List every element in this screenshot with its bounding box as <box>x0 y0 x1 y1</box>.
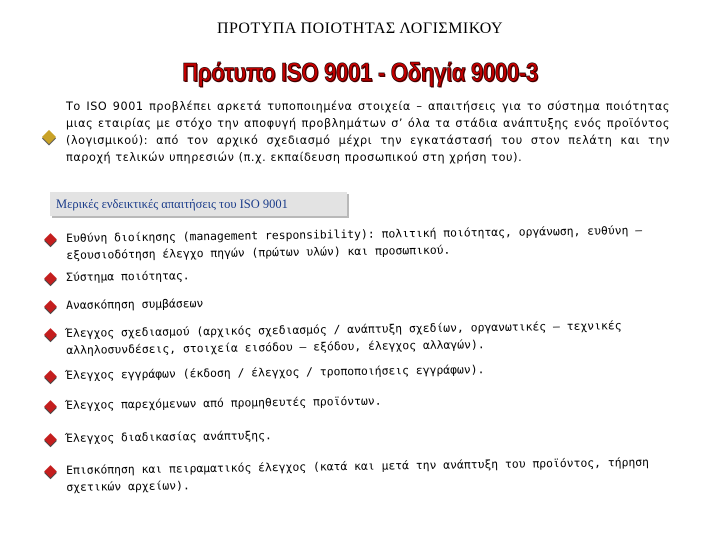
list-item-text: Έλεγχος σχεδιασμού (αρχικός σχεδιασμός / ανάπτυξη σχεδίων, οργανωτικές – τεχνικές αλληλοσυνδέσεις, στοιχεία εισόδου – εξόδου, έλεγχος αλλαγών). <box>66 318 622 357</box>
intro-bullet-icon <box>42 130 56 144</box>
slide-subtitle: Πρότυπο ISO 9001 - Οδηγία 9000-3 <box>182 57 538 87</box>
diamond-bullet-icon <box>44 465 57 478</box>
list-item-text: Σύστημα ποιότητας. <box>66 268 190 284</box>
diamond-bullet-icon <box>44 370 57 383</box>
diamond-bullet-icon <box>44 400 57 413</box>
diamond-bullet-icon <box>44 433 57 446</box>
list-item-text: Έλεγχος παρεχόμενων από προμηθευτές προϊόντων. <box>66 393 382 412</box>
list-item-text: Έλεγχος διαδικασίας ανάπτυξης. <box>66 428 272 445</box>
page-title: ΠΡΟΤΥΠΑ ΠΟΙΟΤΗΤΑΣ ΛΟΓΙΣΜΙΚΟΥ <box>216 20 504 37</box>
diamond-bullet-icon <box>44 328 57 341</box>
diamond-bullet-icon <box>44 233 57 246</box>
list-item-text: Ανασκόπηση συμβάσεων <box>66 296 204 312</box>
diamond-bullet-icon <box>44 300 57 313</box>
list-item-text: Επισκόπηση και πειραματικός έλεγχος (κατά και μετά την ανάπτυξη του προϊόντος, τήρηση σχετικών αρχείων). <box>66 454 650 494</box>
list-item-text: Ευθύνη διοίκησης (management responsibility): πολιτική ποιότητας, οργάνωση, ευθύνη – εξουσιοδότηση έλεγχο πηγών (πρώτων υλών) και προσωπικού. <box>66 222 643 262</box>
list-item-text: Έλεγχος εγγράφων (έκδοση / έλεγχος / τροποποιήσεις εγγράφων). <box>66 362 485 382</box>
requirements-heading: Μερικές ενδεικτικές απαιτήσεις του ISO 9001 <box>56 197 288 211</box>
intro-paragraph: Το ISO 9001 προβλέπει αρκετά τυποποιημένα στοιχεία – απαιτήσεις για το σύστημα ποιότητας μιας εταιρίας με στόχο την αποφυγή προβλημάτων σ’ όλα τα στάδια ανάπτυξης ενός προϊόντος (λογισμικού): από τον αρχικό σχεδιασμό μέχρι την εγκατάστασή του στον πελάτη και την παροχή τελικών υπηρεσιών (π.χ. εκπαίδευση προσωπικού στη χρήση του). <box>66 100 670 164</box>
diamond-bullet-icon <box>44 272 57 285</box>
